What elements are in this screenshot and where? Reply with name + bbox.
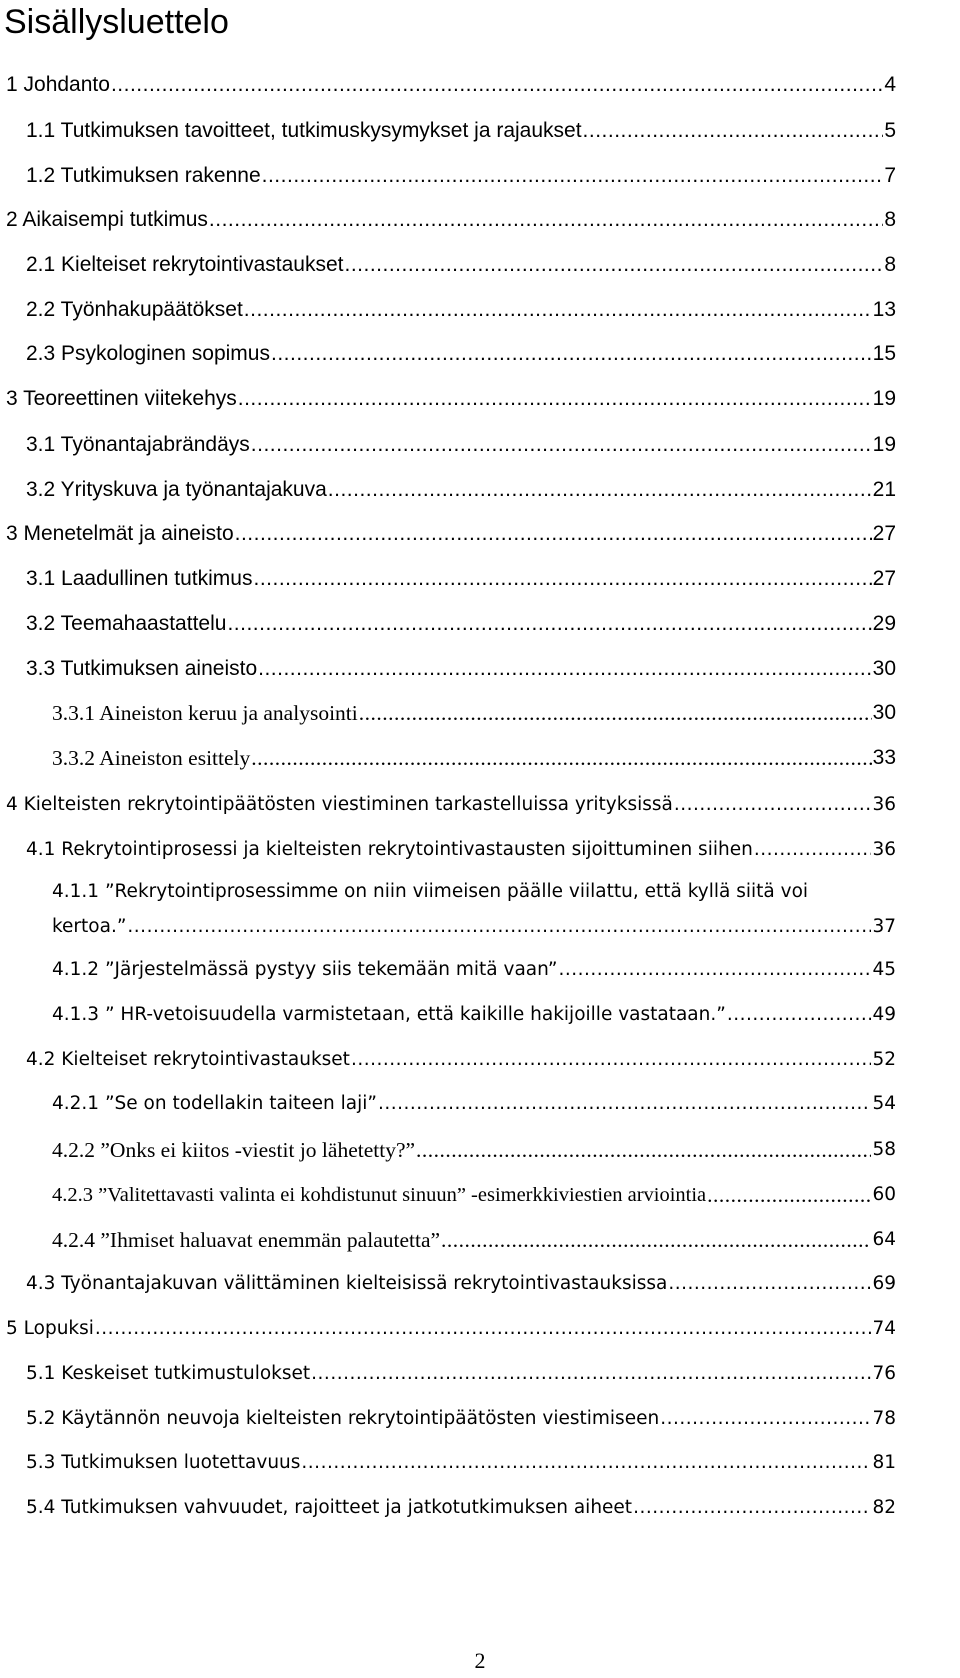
toc-entry-page: 52 [872,1049,896,1070]
toc-entry-title: 5 Lopuksi [6,1318,94,1339]
toc-entry[interactable] [26,611,896,637]
toc-entry[interactable] [26,1047,896,1073]
toc-entry-title: 5.1 Keskeiset tutkimustulokset [26,1363,311,1384]
toc-entry-title: 3 Menetelmät ja aineisto [6,522,234,545]
toc-entry-title: 4.2.4 ”Ihmiset haluavat enemmän palautetta” [52,1228,441,1252]
toc-entry[interactable] [6,792,896,818]
toc-leader [301,1450,871,1476]
toc-entry-page: 15 [872,342,896,365]
toc-entry[interactable] [6,386,896,412]
toc-entry-title: 1.2 Tutkimuksen rakenne [26,164,261,187]
toc-entry[interactable] [26,566,896,592]
toc-leader [227,611,871,637]
toc-entry-page: 29 [872,612,896,635]
toc-entry[interactable] [52,745,896,771]
toc-entry-title-line1: 4.1.1 ”Rekrytointiprosessimme on niin viimeisen päälle viilattu, että kyllä siitä voi [52,881,809,902]
toc-entry-page: 37 [872,916,896,937]
toc-leader [674,792,872,818]
toc-leader [359,700,872,726]
toc-entry-page: 19 [872,433,896,456]
toc-entry-page: 36 [872,839,896,860]
toc-entry-page: 69 [872,1273,896,1294]
toc-entry-page: 58 [872,1139,896,1160]
toc-entry[interactable] [26,1271,896,1297]
toc-leader [633,1495,871,1521]
toc-leader [558,957,871,983]
page-number: 2 [474,1648,486,1673]
toc-leader [328,477,872,503]
toc-entry-title: 2 Aikaisempi tutkimus [6,208,208,231]
toc-leader [95,1316,872,1342]
toc-entry[interactable] [26,1361,896,1387]
toc-leader [660,1406,871,1432]
toc-leader [441,1227,871,1253]
toc-entry[interactable] [26,118,896,144]
toc-leader [271,341,872,367]
toc-entry[interactable] [26,656,896,682]
toc-entry-page: 74 [872,1318,896,1339]
toc-entry-title: 3.2 Teemahaastattelu [26,612,227,635]
toc-entry[interactable] [6,207,896,233]
toc-entry-page: 64 [872,1229,896,1250]
toc-entry-title: 4.2 Kielteiset rekrytointivastaukset [26,1049,350,1070]
toc-entry-title: 2.3 Psykologinen sopimus [26,342,270,365]
toc-entry[interactable] [26,1406,896,1432]
toc-leader [668,1271,871,1297]
toc-entry-page: 81 [872,1452,896,1473]
toc-entry-page: 45 [872,959,896,980]
toc-entry[interactable] [52,700,896,726]
toc-entry-page: 8 [884,208,896,231]
toc-entry[interactable] [26,1495,896,1521]
toc-entry-page: 5 [884,119,896,142]
toc-entry-page: 54 [872,1093,896,1114]
toc-entry[interactable] [52,1091,896,1117]
toc-entry-title: 4.2.1 ”Se on todellakin taiteen laji” [52,1093,377,1114]
toc-entry-page: 60 [872,1184,896,1205]
page-title: Sisällysluettelo [4,3,229,41]
toc-entry[interactable] [26,341,896,367]
toc-entry-page: 33 [872,746,896,769]
toc-entry[interactable] [52,957,896,983]
toc-entry-page: 76 [872,1363,896,1384]
toc-entry-title: 5.3 Tutkimuksen luotettavuus [26,1452,301,1473]
toc-leader [235,521,872,547]
toc-leader [111,72,883,98]
toc-entry-page: 7 [884,164,896,187]
toc-entry-page: 13 [872,298,896,321]
toc-leader [238,386,872,412]
toc-leader [262,163,884,189]
toc-entry[interactable] [52,1227,896,1253]
toc-entry-page: 49 [872,1004,896,1025]
toc-leader [251,432,872,458]
toc-entry[interactable] [26,297,896,323]
toc-entry-page: 30 [872,657,896,680]
toc-leader [727,1002,872,1028]
toc-entry[interactable] [52,879,896,940]
toc-entry[interactable] [6,72,896,98]
toc-entry[interactable] [26,837,896,863]
toc-leader [253,566,871,592]
toc-entry-title: 4.2.3 ”Valitettavasti valinta ei kohdistunut sinuun” -esimerkkiviestien arviointia [52,1184,707,1206]
toc-entry-title: 1.1 Tutkimuksen tavoitteet, tutkimuskysymykset ja rajaukset [26,119,582,142]
toc-entry-page: 82 [872,1497,896,1518]
toc-entry-page: 8 [884,253,896,276]
toc-entry-title: 3.1 Työnantajabrändäys [26,433,250,456]
toc-entry-page: 36 [872,794,896,815]
toc-entry[interactable] [52,1137,896,1163]
toc-entry-page: 27 [872,522,896,545]
toc-entry-title: 4.1 Rekrytointiprosessi ja kielteisten rekrytointivastausten sijoittuminen siihen [26,839,753,860]
toc-entry-title: 5.2 Käytännön neuvoja kielteisten rekrytointipäätösten viestimiseen [26,1408,660,1429]
toc-entry[interactable] [26,252,896,278]
toc-leader [251,745,871,771]
toc-entry-title: 3.3.2 Aineiston esittely [52,746,251,770]
toc-entry[interactable] [52,1182,896,1208]
toc-entry-title: kertoa.” [52,916,127,937]
toc-leader [127,914,871,940]
toc-entry-title: 3.1 Laadullinen tutkimus [26,567,253,590]
toc-entry-title: 3.3 Tutkimuksen aineisto [26,657,258,680]
toc-entry-title: 3.2 Yrityskuva ja työnantajakuva [26,478,327,501]
toc-leader [244,297,872,323]
toc-entry-title: 4.2.2 ”Onks ei kiitos -viestit jo lähetetty?” [52,1138,416,1162]
toc-entry-page: 21 [872,478,896,501]
toc-leader [416,1137,871,1163]
toc-entry-title: 3.3.1 Aineiston keruu ja analysointi [52,701,358,725]
toc-entry-title: 5.4 Tutkimuksen vahvuudet, rajoitteet ja jatkotutkimuksen aiheet [26,1497,633,1518]
toc-entry[interactable] [6,521,896,547]
toc-entry[interactable] [6,1316,896,1342]
toc-entry[interactable] [52,1002,896,1028]
toc-entry-page: 19 [872,387,896,410]
toc-leader [707,1182,871,1208]
toc-entry-title: 4.3 Työnantajakuvan välittäminen kielteisissä rekrytointivastauksissa [26,1273,668,1294]
toc-entry[interactable] [26,432,896,458]
toc-leader [378,1091,872,1117]
toc-leader [209,207,883,233]
toc-entry-title: 4 Kielteisten rekrytointipäätösten viestiminen tarkastelluissa yrityksissä [6,794,673,815]
toc-leader [754,837,872,863]
toc-entry-title: 2.2 Työnhakupäätökset [26,298,243,321]
toc-entry[interactable] [26,1450,896,1476]
toc-entry-page: 4 [884,73,896,96]
toc-entry-page: 78 [872,1408,896,1429]
toc-entry-title: 4.1.3 ” HR-vetoisuudella varmistetaan, että kaikille hakijoille vastataan.” [52,1004,726,1025]
toc-leader [583,118,884,144]
toc-entry-title: 2.1 Kielteiset rekrytointivastaukset [26,253,344,276]
toc-entry-page: 27 [872,567,896,590]
toc-entry-title: 1 Johdanto [6,73,110,96]
toc-entry-title: 3 Teoreettinen viitekehys [6,387,237,410]
toc-leader [258,656,872,682]
toc-entry-page: 30 [872,701,896,724]
toc-leader [351,1047,872,1073]
toc-entry[interactable] [26,477,896,503]
toc-entry[interactable] [26,163,896,189]
toc-leader [311,1361,871,1387]
toc-leader [344,252,883,278]
toc-entry-title: 4.1.2 ”Järjestelmässä pystyy siis tekemään mitä vaan” [52,959,558,980]
